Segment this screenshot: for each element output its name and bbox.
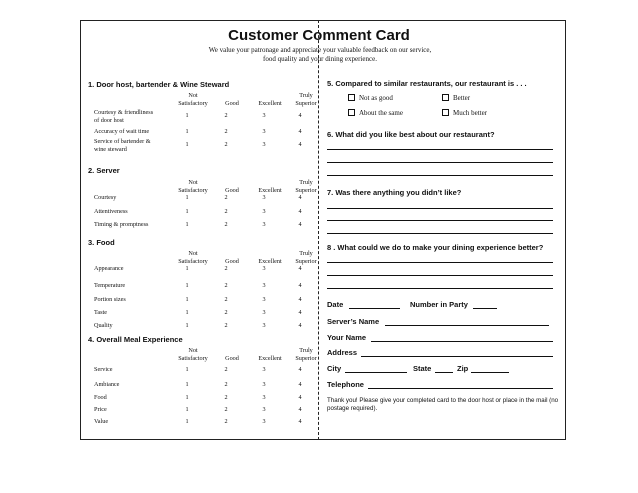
rating-option[interactable]: 3 — [262, 296, 266, 303]
rating-option[interactable]: 1 — [185, 112, 189, 119]
rating-row-label: Attentiveness — [94, 208, 128, 215]
rating-option[interactable]: 4 — [298, 381, 302, 388]
answer-line[interactable] — [327, 208, 553, 209]
option-better[interactable] — [442, 94, 470, 102]
rating-option[interactable]: 1 — [185, 208, 189, 215]
number-in-party-label: Number in Party — [410, 300, 468, 309]
rating-row-label: Service of bartender & wine steward — [94, 138, 151, 153]
rating-option[interactable]: 4 — [298, 322, 302, 329]
rating-option[interactable]: 2 — [224, 194, 228, 201]
your-name-label: Your Name — [327, 333, 367, 342]
your-name-field[interactable] — [371, 341, 553, 342]
scale-header-excellent: Excellent — [258, 257, 282, 265]
rating-option[interactable]: 3 — [262, 366, 266, 373]
answer-line[interactable] — [327, 175, 553, 176]
scale-header-excellent: Excellent — [258, 354, 282, 362]
scale-header-excellent: Excellent — [258, 186, 282, 194]
answer-line[interactable] — [327, 262, 553, 263]
number-in-party-field[interactable] — [473, 308, 497, 309]
rating-option[interactable]: 2 — [224, 112, 228, 119]
scale-header-good: Good — [225, 186, 239, 194]
scale-header-truly-superior: Truly Superior — [295, 250, 317, 265]
card-subtitle-line-2: food quality and your dining experience. — [263, 55, 377, 63]
rating-option[interactable]: 4 — [298, 394, 302, 401]
server-name-label: Server’s Name — [327, 317, 380, 326]
answer-line[interactable] — [327, 162, 553, 163]
section-title: 1. Door host, bartender & Wine Steward — [88, 80, 230, 89]
scale-header-excellent: Excellent — [258, 99, 282, 107]
date-label: Date — [327, 300, 344, 309]
address-label: Address — [327, 348, 358, 357]
rating-row-label: Courtesy — [94, 194, 117, 201]
rating-row-label: Accuracy of wait time — [94, 128, 150, 135]
rating-option[interactable]: 2 — [224, 221, 228, 228]
rating-option[interactable]: 1 — [185, 309, 189, 316]
rating-option[interactable]: 1 — [185, 128, 189, 135]
rating-option[interactable]: 1 — [185, 282, 189, 289]
rating-option[interactable]: 3 — [262, 406, 266, 413]
question-7: 7. Was there anything you didn’t like? — [327, 188, 462, 197]
rating-option[interactable]: 3 — [262, 221, 266, 228]
rating-option[interactable]: 3 — [262, 208, 266, 215]
section-title: 2. Server — [88, 166, 120, 175]
rating-option[interactable]: 4 — [298, 221, 302, 228]
card-subtitle-line-1: We value your patronage and appreciate your valuable feedback on our service, — [208, 46, 432, 54]
checkbox[interactable] — [442, 109, 449, 116]
rating-option[interactable]: 1 — [185, 221, 189, 228]
rating-option[interactable]: 3 — [262, 394, 266, 401]
rating-option[interactable]: 3 — [262, 282, 266, 289]
rating-row-label: Courtesy & friendliness of door host — [94, 109, 154, 124]
answer-line[interactable] — [327, 288, 553, 289]
rating-option[interactable]: 3 — [262, 128, 266, 135]
rating-row-label: Value — [94, 418, 109, 425]
state-field[interactable] — [435, 372, 453, 373]
city-label: City — [327, 364, 342, 373]
rating-option[interactable]: 1 — [185, 296, 189, 303]
scale-header-truly-superior: Truly Superior — [295, 179, 317, 194]
telephone-field[interactable] — [368, 388, 553, 389]
scale-header-not-satisfactory: Not Satisfactory — [178, 92, 208, 107]
rating-row-label: Quality — [94, 322, 113, 329]
rating-option[interactable]: 3 — [262, 194, 266, 201]
rating-option[interactable]: 4 — [298, 194, 302, 201]
scale-header-good: Good — [225, 354, 239, 362]
rating-option[interactable]: 4 — [298, 366, 302, 373]
zip-label: Zip — [457, 364, 469, 373]
rating-row-label: Temperature — [94, 282, 126, 289]
answer-line[interactable] — [327, 149, 553, 150]
option-label: Much better — [453, 109, 488, 117]
answer-line[interactable] — [327, 233, 553, 234]
city-field[interactable] — [345, 372, 407, 373]
rating-row-label: Taste — [94, 309, 107, 316]
rating-row-label: Appearance — [94, 265, 124, 272]
rating-option[interactable]: 3 — [262, 309, 266, 316]
state-label: State — [413, 364, 432, 373]
server-name-field[interactable] — [385, 325, 549, 326]
scale-header-not-satisfactory: Not Satisfactory — [178, 347, 208, 362]
option-label: Not as good — [359, 94, 393, 102]
rating-option[interactable]: 2 — [224, 381, 228, 388]
option-much-better[interactable] — [442, 109, 487, 117]
question-6: 6. What did you like best about our restaurant? — [327, 130, 495, 139]
answer-line[interactable] — [327, 220, 553, 221]
rating-option[interactable]: 3 — [262, 112, 266, 119]
rating-option[interactable]: 2 — [224, 406, 228, 413]
telephone-label: Telephone — [327, 380, 364, 389]
section-title: 3. Food — [88, 238, 115, 247]
scale-header-truly-superior: Truly Superior — [295, 92, 317, 107]
rating-option[interactable]: 1 — [185, 418, 189, 425]
scale-header-not-satisfactory: Not Satisfactory — [178, 179, 208, 194]
rating-option[interactable]: 1 — [185, 141, 189, 148]
option-label: About the same — [359, 109, 403, 117]
rating-option[interactable]: 1 — [185, 406, 189, 413]
rating-option[interactable]: 2 — [224, 265, 228, 272]
zip-field[interactable] — [471, 372, 509, 373]
rating-row-label: Food — [94, 394, 107, 401]
rating-option[interactable]: 2 — [224, 394, 228, 401]
section-title: 4. Overall Meal Experience — [88, 335, 183, 344]
rating-option[interactable]: 4 — [298, 141, 302, 148]
checkbox[interactable] — [348, 109, 355, 116]
rating-option[interactable]: 2 — [224, 296, 228, 303]
rating-option[interactable]: 2 — [224, 322, 228, 329]
rating-option[interactable]: 4 — [298, 265, 302, 272]
rating-option[interactable]: 3 — [262, 322, 266, 329]
rating-option[interactable]: 1 — [185, 322, 189, 329]
rating-option[interactable]: 1 — [185, 366, 189, 373]
rating-option[interactable]: 4 — [298, 282, 302, 289]
rating-option[interactable]: 4 — [298, 112, 302, 119]
rating-option[interactable]: 4 — [298, 406, 302, 413]
rating-option[interactable]: 1 — [185, 194, 189, 201]
checkbox[interactable] — [442, 94, 449, 101]
rating-option[interactable]: 3 — [262, 265, 266, 272]
rating-option[interactable]: 4 — [298, 208, 302, 215]
rating-option[interactable]: 2 — [224, 208, 228, 215]
answer-line[interactable] — [327, 275, 553, 276]
scale-header-good: Good — [225, 99, 239, 107]
rating-option[interactable]: 2 — [224, 309, 228, 316]
scale-header-good: Good — [225, 257, 239, 265]
rating-option[interactable]: 2 — [224, 141, 228, 148]
rating-option[interactable]: 3 — [262, 141, 266, 148]
rating-option[interactable]: 3 — [262, 381, 266, 388]
fold-dashed-line — [318, 20, 319, 440]
rating-option[interactable]: 3 — [262, 418, 266, 425]
date-field[interactable] — [349, 308, 400, 309]
rating-option[interactable]: 4 — [298, 296, 302, 303]
rating-option[interactable]: 2 — [224, 128, 228, 135]
scale-header-not-satisfactory: Not Satisfactory — [178, 250, 208, 265]
question-5: 5. Compared to similar restaurants, our restaurant is . . . — [327, 79, 527, 88]
checkbox[interactable] — [348, 94, 355, 101]
rating-option[interactable]: 1 — [185, 381, 189, 388]
question-8: 8 . What could we do to make your dining experience better? — [327, 243, 544, 252]
rating-option[interactable]: 1 — [185, 394, 189, 401]
rating-option[interactable]: 4 — [298, 309, 302, 316]
card-title: Customer Comment Card — [228, 27, 410, 44]
rating-row-label: Ambiance — [94, 381, 120, 388]
address-field[interactable] — [361, 356, 553, 357]
rating-option[interactable]: 2 — [224, 366, 228, 373]
rating-option[interactable]: 4 — [298, 418, 302, 425]
rating-option[interactable]: 2 — [224, 418, 228, 425]
option-label: Better — [453, 94, 471, 102]
rating-row-label: Timing & promptness — [94, 221, 149, 228]
option-about-the-same[interactable] — [348, 109, 403, 117]
rating-row-label: Portion sizes — [94, 296, 126, 303]
option-not-as-good[interactable] — [348, 94, 393, 102]
rating-row-label: Service — [94, 366, 113, 373]
scale-header-truly-superior: Truly Superior — [295, 347, 317, 362]
rating-option[interactable]: 4 — [298, 128, 302, 135]
rating-option[interactable]: 2 — [224, 282, 228, 289]
rating-option[interactable]: 1 — [185, 265, 189, 272]
thank-you-note: Thank you! Please give your completed card to the door host or place in the mail (no postage required). — [327, 397, 559, 412]
rating-row-label: Price — [94, 406, 107, 413]
